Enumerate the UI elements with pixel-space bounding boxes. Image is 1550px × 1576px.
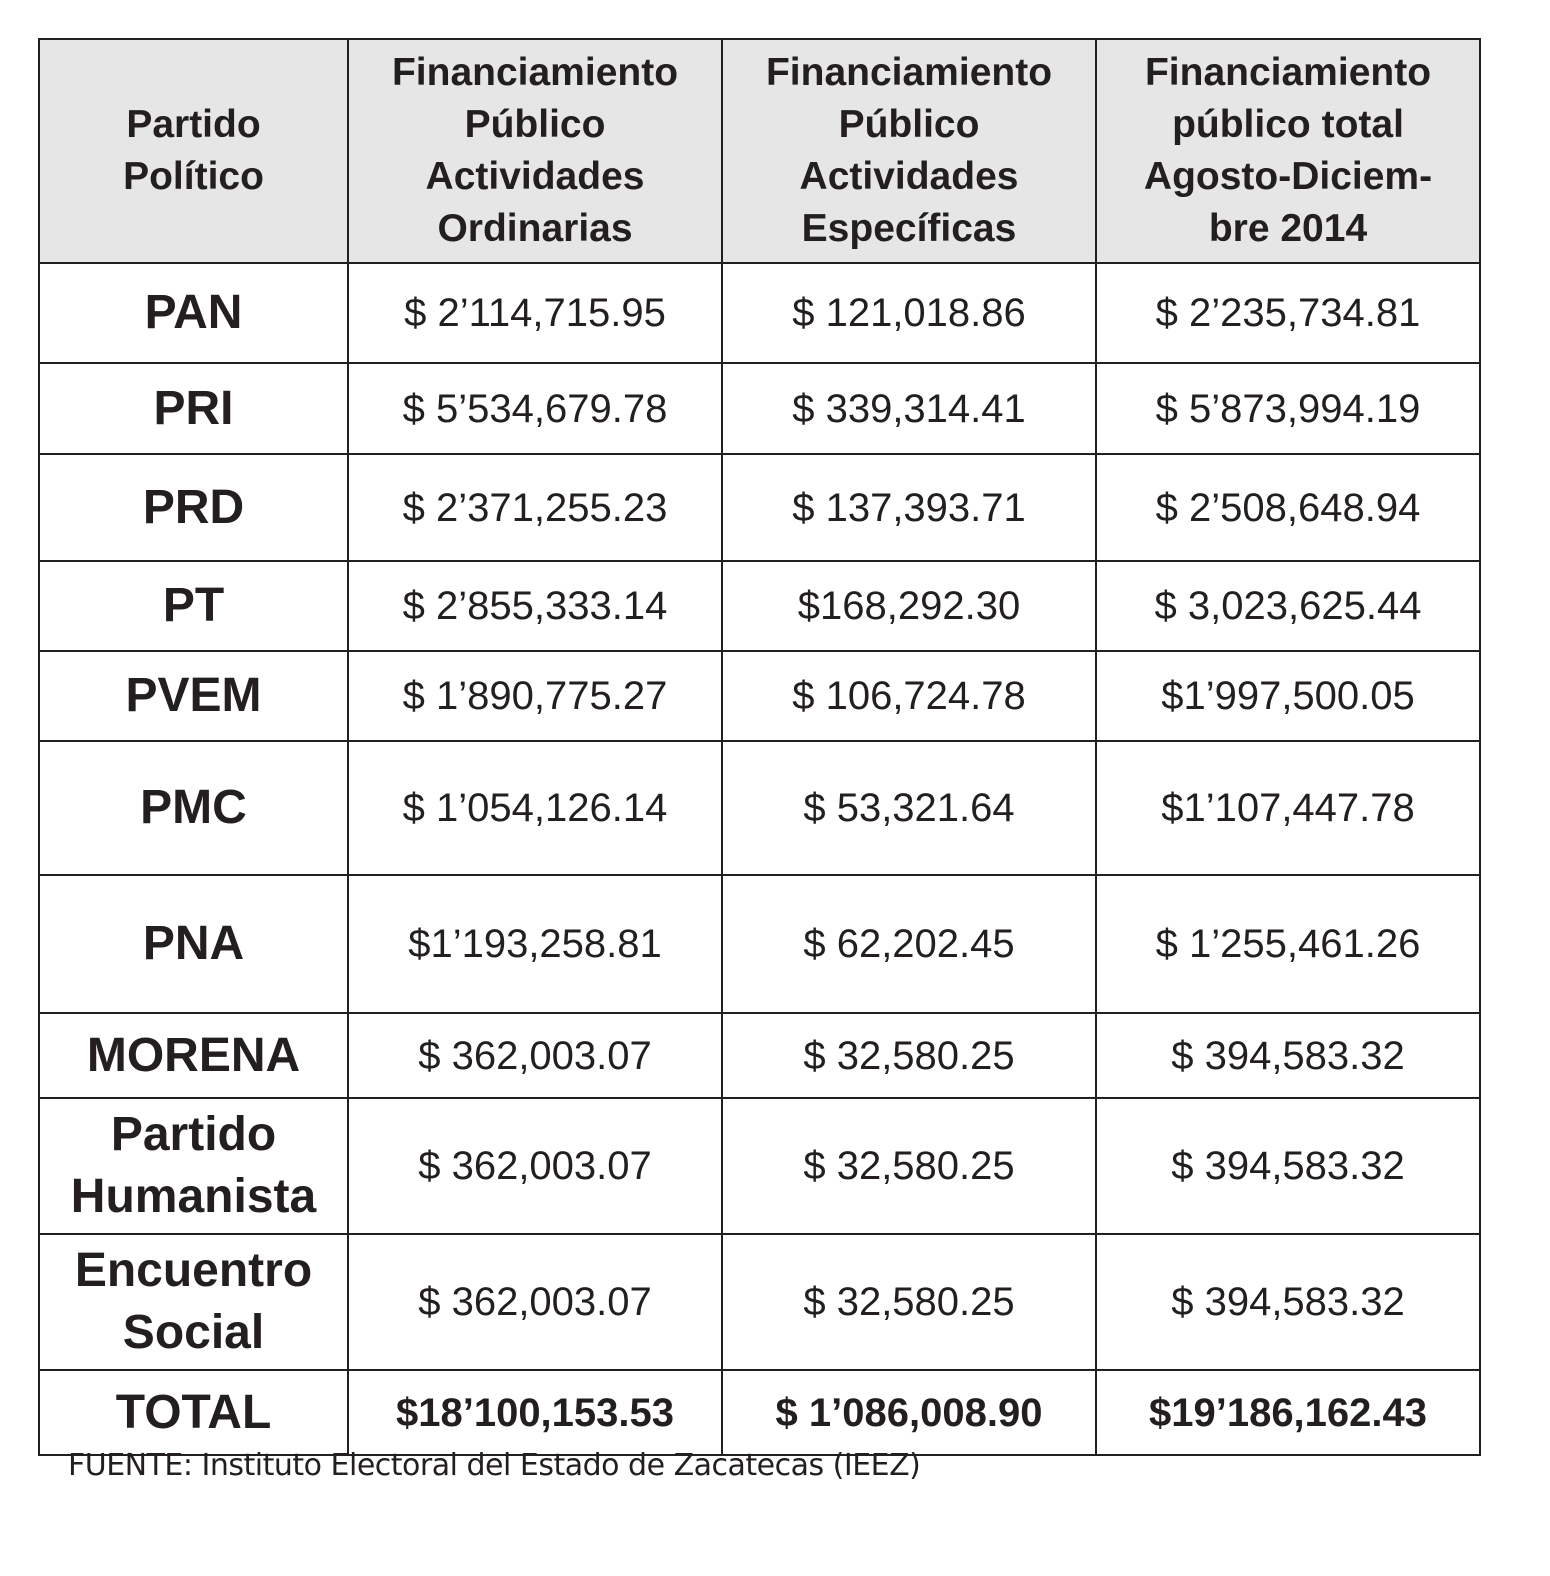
table-row <box>39 741 1480 875</box>
ordinarias-amount: $ 1’890,775.27 <box>348 651 722 741</box>
table-row <box>39 263 1480 363</box>
ordinarias-amount: $ 2’371,255.23 <box>348 454 722 561</box>
especificas-amount: $ 32,580.25 <box>722 1098 1096 1234</box>
total-amount: $ 394,583.32 <box>1096 1013 1480 1098</box>
total-amount: $ 394,583.32 <box>1096 1098 1480 1234</box>
table-row <box>39 561 1480 651</box>
party-name: PAN <box>39 263 348 363</box>
especificas-amount: $ 339,314.41 <box>722 363 1096 454</box>
header-partido-politico: Partido Político <box>39 39 348 263</box>
party-name: PRD <box>39 454 348 561</box>
total-especificas-amount: $ 1’086,008.90 <box>722 1370 1096 1455</box>
total-ordinarias-amount: $18’100,153.53 <box>348 1370 722 1455</box>
party-name: PT <box>39 561 348 651</box>
header-actividades-especificas: Financiamiento Público Actividades Específicas <box>722 39 1096 263</box>
total-row <box>39 1370 1480 1455</box>
party-name: PNA <box>39 875 348 1013</box>
header-total-agosto-diciembre: Financiamiento público total Agosto-Diciem-bre 2014 <box>1096 39 1480 263</box>
ordinarias-amount: $ 362,003.07 <box>348 1234 722 1370</box>
especificas-amount: $ 32,580.25 <box>722 1013 1096 1098</box>
table-row <box>39 1234 1480 1370</box>
especificas-amount: $ 62,202.45 <box>722 875 1096 1013</box>
total-amount: $1’107,447.78 <box>1096 741 1480 875</box>
header-actividades-ordinarias: Financiamiento Público Actividades Ordinarias <box>348 39 722 263</box>
ordinarias-amount: $ 362,003.07 <box>348 1098 722 1234</box>
especificas-amount: $ 53,321.64 <box>722 741 1096 875</box>
especificas-amount: $ 106,724.78 <box>722 651 1096 741</box>
funding-table <box>38 38 1481 1456</box>
especificas-amount: $168,292.30 <box>722 561 1096 651</box>
table-row <box>39 875 1480 1013</box>
table-row <box>39 651 1480 741</box>
total-amount: $ 1’255,461.26 <box>1096 875 1480 1013</box>
ordinarias-amount: $ 2’114,715.95 <box>348 263 722 363</box>
party-name: PRI <box>39 363 348 454</box>
source-note: FUENTE: Instituto Electoral del Estado de Zacatecas (IEEZ) <box>68 1448 921 1483</box>
table-row <box>39 363 1480 454</box>
especificas-amount: $ 32,580.25 <box>722 1234 1096 1370</box>
especificas-amount: $ 121,018.86 <box>722 263 1096 363</box>
ordinarias-amount: $ 362,003.07 <box>348 1013 722 1098</box>
total-amount: $ 3,023,625.44 <box>1096 561 1480 651</box>
ordinarias-amount: $ 2’855,333.14 <box>348 561 722 651</box>
ordinarias-amount: $1’193,258.81 <box>348 875 722 1013</box>
total-amount: $ 2’508,648.94 <box>1096 454 1480 561</box>
grand-total-amount: $19’186,162.43 <box>1096 1370 1480 1455</box>
party-name: MORENA <box>39 1013 348 1098</box>
ordinarias-amount: $ 5’534,679.78 <box>348 363 722 454</box>
header-row <box>39 39 1480 263</box>
ordinarias-amount: $ 1’054,126.14 <box>348 741 722 875</box>
party-name: PMC <box>39 741 348 875</box>
total-amount: $1’997,500.05 <box>1096 651 1480 741</box>
table-row <box>39 1013 1480 1098</box>
table-row <box>39 454 1480 561</box>
table-body <box>39 263 1480 1455</box>
total-amount: $ 394,583.32 <box>1096 1234 1480 1370</box>
total-label: TOTAL <box>39 1370 348 1455</box>
total-amount: $ 5’873,994.19 <box>1096 363 1480 454</box>
party-name: Partido Humanista <box>39 1098 348 1234</box>
party-name: PVEM <box>39 651 348 741</box>
total-amount: $ 2’235,734.81 <box>1096 263 1480 363</box>
party-name: Encuentro Social <box>39 1234 348 1370</box>
especificas-amount: $ 137,393.71 <box>722 454 1096 561</box>
table-header <box>39 39 1480 263</box>
table-row <box>39 1098 1480 1234</box>
